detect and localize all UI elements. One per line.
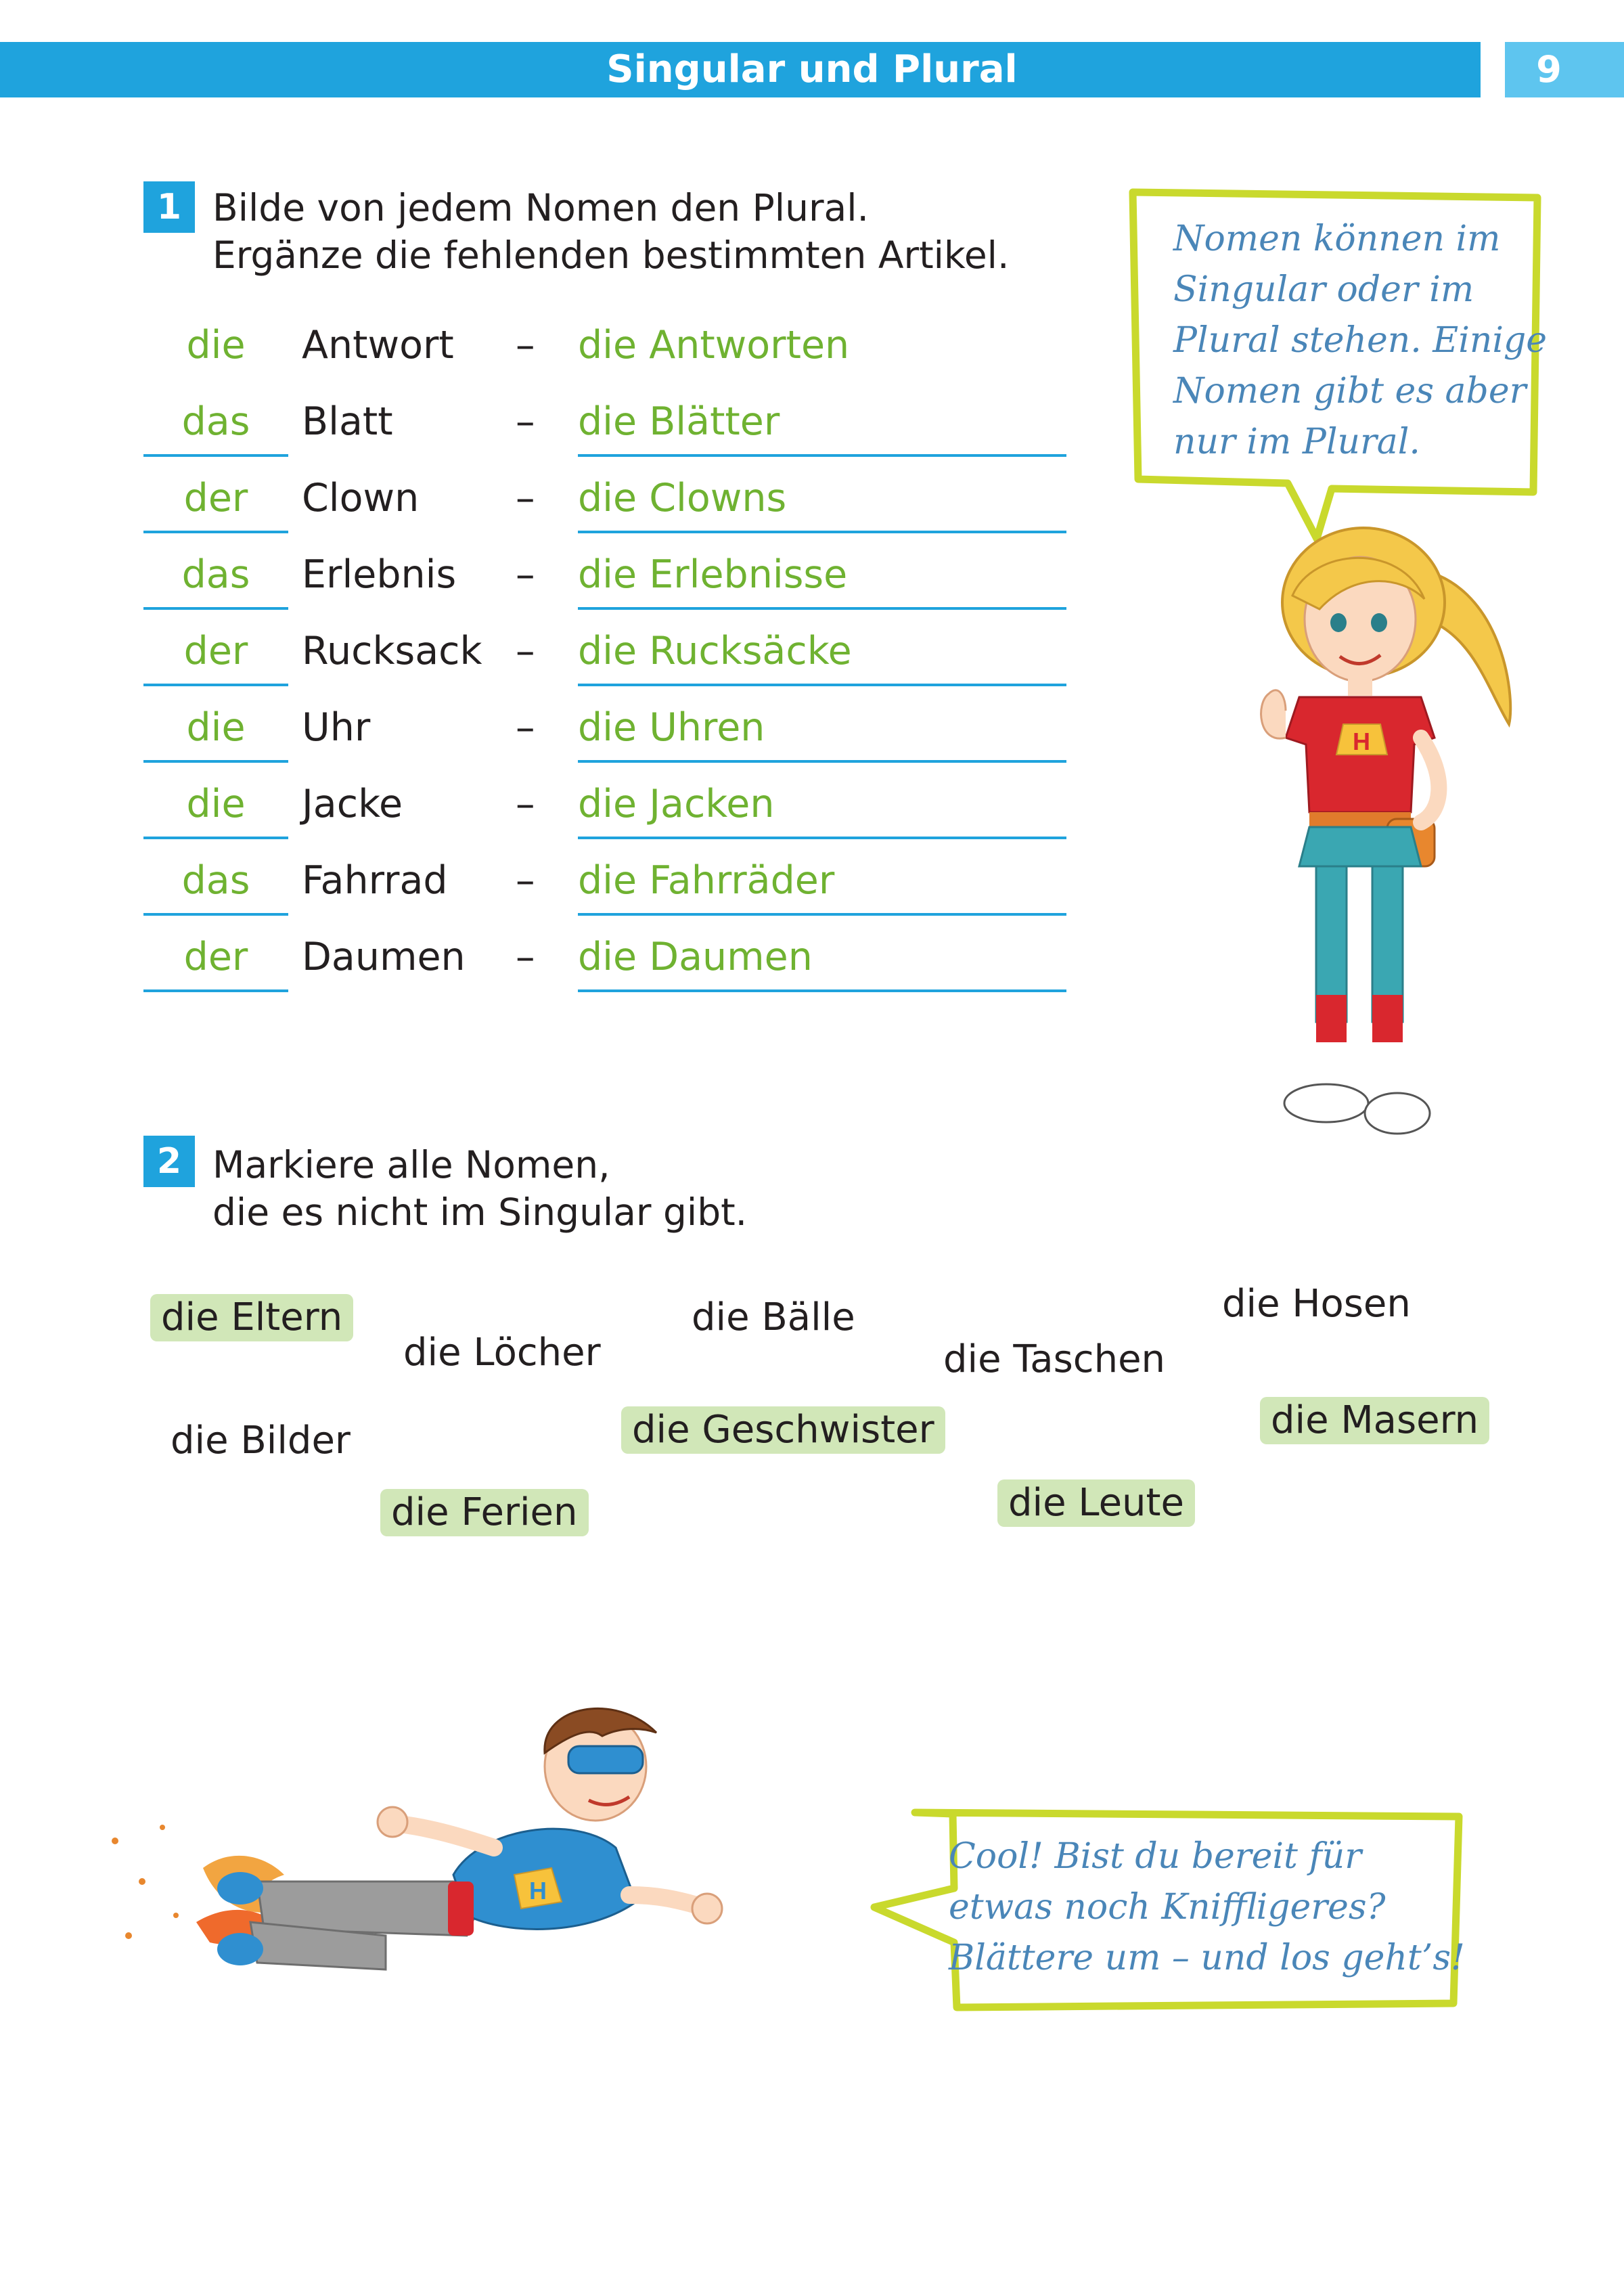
- article-answer-line: [143, 989, 288, 992]
- table-row: [0, 311, 1083, 386]
- dash: –: [516, 705, 535, 750]
- bubble-line: Blättere um – und los geht’s!: [949, 1938, 1465, 1978]
- word[interactable]: die Bälle: [692, 1295, 855, 1339]
- bubble-line: nur im Plural.: [1173, 422, 1420, 462]
- table-row: [0, 464, 1083, 539]
- singular-noun: Antwort: [302, 323, 454, 368]
- bubble-line: Plural stehen. Einige: [1173, 320, 1548, 361]
- dash: –: [516, 629, 535, 673]
- article-answer[interactable]: das: [181, 552, 250, 597]
- table-row: [0, 617, 1083, 692]
- plural-answer-line: [578, 837, 1066, 839]
- table-row: [0, 388, 1083, 462]
- word-highlighted[interactable]: die Geschwister: [621, 1406, 945, 1454]
- dash: –: [516, 858, 535, 903]
- article-answer[interactable]: die: [186, 705, 246, 750]
- plural-answer[interactable]: die Daumen: [578, 935, 813, 979]
- plural-answer[interactable]: die Rucksäcke: [578, 629, 852, 673]
- table-row: [0, 923, 1083, 998]
- bubble-line: etwas noch Kniffligeres?: [949, 1887, 1386, 1928]
- exercise-1-instruction-line1: Bilde von jedem Nomen den Plural.: [212, 186, 870, 229]
- exercise-1-number: 1: [143, 181, 195, 233]
- speech-bubble-top: [1129, 188, 1548, 496]
- dash: –: [516, 476, 535, 520]
- bubble-line: Cool! Bist du bereit für: [949, 1836, 1362, 1877]
- bubble-line: Singular oder im: [1173, 269, 1474, 310]
- article-answer-line: [143, 684, 288, 686]
- plural-answer[interactable]: die Erlebnisse: [578, 552, 848, 597]
- dash: –: [516, 935, 535, 979]
- plural-answer[interactable]: die Fahrräder: [578, 858, 835, 903]
- dash: –: [516, 552, 535, 597]
- svg-text:H: H: [529, 1877, 547, 1905]
- boy-character-illustration: [102, 1678, 886, 1990]
- dash: –: [516, 782, 535, 826]
- word-highlighted[interactable]: die Eltern: [150, 1294, 353, 1341]
- bubble-line: Nomen können im: [1173, 219, 1501, 259]
- article-answer-line: [143, 760, 288, 763]
- article-answer[interactable]: das: [181, 399, 250, 444]
- singular-noun: Clown: [302, 476, 420, 520]
- article-answer[interactable]: der: [183, 476, 248, 520]
- singular-noun: Uhr: [302, 705, 371, 750]
- plural-answer[interactable]: die Blätter: [578, 399, 780, 444]
- table-row: [0, 770, 1083, 845]
- plural-answer[interactable]: die Jacken: [578, 782, 775, 826]
- word[interactable]: die Bilder: [171, 1419, 351, 1463]
- svg-text:H: H: [1353, 728, 1370, 755]
- article-answer[interactable]: der: [183, 935, 248, 979]
- plural-answer: die Antworten: [578, 323, 850, 368]
- article-answer-line: [143, 531, 288, 533]
- singular-noun: Erlebnis: [302, 552, 457, 597]
- article-answer: die: [186, 323, 246, 368]
- table-row: [0, 541, 1083, 615]
- singular-noun: Blatt: [302, 399, 393, 444]
- plural-answer-line: [578, 913, 1066, 916]
- table-row: [0, 694, 1083, 768]
- word-highlighted[interactable]: die Ferien: [380, 1489, 589, 1536]
- page-number: 9: [1536, 48, 1562, 91]
- page-title: Singular und Plural: [606, 47, 1018, 91]
- article-answer-line: [143, 913, 288, 916]
- exercise-1-instruction-line2: Ergänze die fehlenden bestimmten Artikel.: [212, 233, 1010, 277]
- word[interactable]: die Löcher: [403, 1331, 601, 1375]
- singular-noun: Daumen: [302, 935, 466, 979]
- word-highlighted[interactable]: die Masern: [1260, 1397, 1489, 1444]
- dash: –: [516, 399, 535, 444]
- article-answer[interactable]: der: [183, 629, 248, 673]
- singular-noun: Jacke: [302, 782, 403, 826]
- word-highlighted[interactable]: die Leute: [997, 1479, 1195, 1527]
- article-answer-line: [143, 454, 288, 457]
- plural-answer-line: [578, 760, 1066, 763]
- girl-character-illustration: [1218, 521, 1529, 1151]
- exercise-2-instruction-line2: die es nicht im Singular gibt.: [212, 1190, 748, 1234]
- dash: –: [516, 323, 535, 368]
- plural-answer[interactable]: die Uhren: [578, 705, 765, 750]
- article-answer-line: [143, 607, 288, 610]
- singular-noun: Fahrrad: [302, 858, 448, 903]
- exercise-2-number: 2: [143, 1136, 195, 1187]
- word[interactable]: die Taschen: [943, 1337, 1166, 1381]
- article-answer-line: [143, 837, 288, 839]
- bubble-line: Nomen gibt es aber: [1173, 371, 1527, 411]
- singular-noun: Rucksack: [302, 629, 482, 673]
- article-answer[interactable]: das: [181, 858, 250, 903]
- word[interactable]: die Hosen: [1222, 1282, 1411, 1326]
- exercise-2-instruction-line1: Markiere alle Nomen,: [212, 1143, 610, 1186]
- plural-answer-line: [578, 531, 1066, 533]
- plural-answer-line: [578, 607, 1066, 610]
- plural-answer-line: [578, 989, 1066, 992]
- plural-answer[interactable]: die Clowns: [578, 476, 787, 520]
- plural-answer-line: [578, 454, 1066, 457]
- article-answer[interactable]: die: [186, 782, 246, 826]
- speech-bubble-bottom: [873, 1807, 1468, 2010]
- table-row: [0, 847, 1083, 921]
- plural-answer-line: [578, 684, 1066, 686]
